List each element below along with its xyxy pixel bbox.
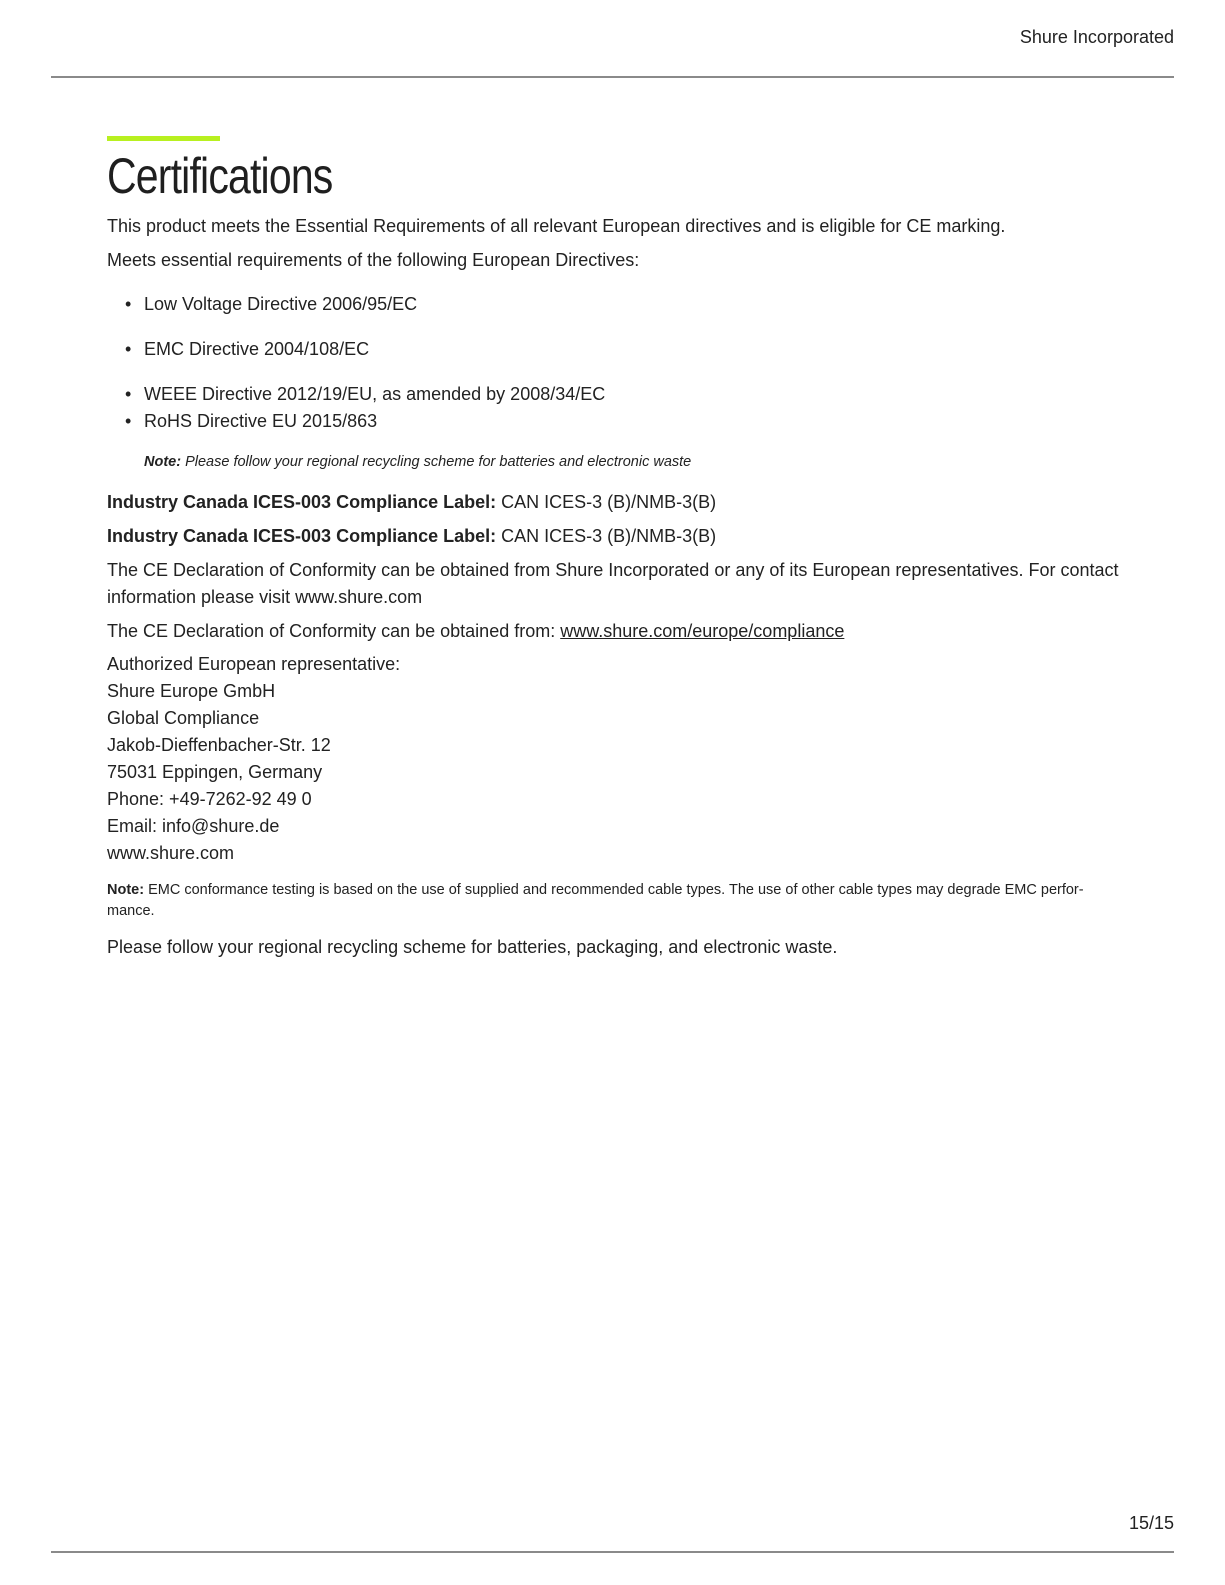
ices-compliance-label: Industry Canada ICES-003 Compliance Label: CAN ICES-3 (B)/NMB-3(B) [107,526,717,546]
page-number: 15/15 [1128,1513,1174,1533]
header-divider [51,76,1174,78]
ce-declaration-source: The CE Declaration of Conformity can be obtained from: www.shure.com/europe/compliance [107,621,845,641]
intro-directives: Meets essential requirements of the following European Directives: [107,250,640,270]
bullet-icon: • [125,411,132,431]
address-line: Shure Europe GmbH [107,681,276,701]
intro-eligibility: This product meets the Essential Requirements of all relevant European directives and is eligible for CE marking. [107,216,1006,236]
compliance-link[interactable]: www.shure.com/europe/compliance [560,621,845,641]
directives-list [125,291,1127,435]
address-line: Phone: +49-7262-92 49 0 [107,789,312,809]
recycling-note [144,452,1127,472]
list-item: • RoHS Directive EU 2015/863 [125,408,1127,435]
list-item: • Low Voltage Directive 2006/95/EC [125,291,1127,318]
list-item: • WEEE Directive 2012/19/EU, as amended by 2008/34/EC [125,381,1127,408]
ices-compliance-label: Industry Canada ICES-003 Compliance Label: CAN ICES-3 (B)/NMB-3(B) [107,492,717,512]
address-line: Jakob-Dieffenbacher-Str. 12 [107,735,331,755]
note-label: Note: [144,454,182,470]
address-line: Global Compliance [107,708,260,728]
list-item: • EMC Directive 2004/108/EC [125,336,1127,363]
note-label: Note: [107,882,145,898]
address-line: 75031 Eppingen, Germany [107,762,323,782]
emc-note: Note: EMC conformance testing is based on the use of supplied and recommended cable types. The use of other cable types may degrade EMC perfor- mance. [107,882,1084,919]
header-company-name: Shure Incorporated [1019,27,1174,47]
footer-divider [51,1551,1174,1553]
page-title: Certifications [107,148,333,204]
bullet-icon: • [125,339,132,359]
address-line: Email: info@shure.de [107,816,280,836]
recycling-statement: Please follow your regional recycling scheme for batteries, packaging, and electronic waste. [107,937,838,957]
bullet-icon: • [125,294,132,314]
eu-representative-address [107,651,1127,867]
title-accent-bar [107,136,220,141]
note-text: Please follow your regional recycling scheme for batteries and electronic waste [181,454,692,470]
ce-declaration-text: The CE Declaration of Conformity can be obtained from Shure Incorporated or any of its European representatives. For contact information please visit www.shure.com [107,560,1119,607]
address-line: Authorized European representative: [107,654,401,674]
bullet-icon: • [125,384,132,404]
main-content [107,136,1127,961]
address-line: www.shure.com [107,843,235,863]
